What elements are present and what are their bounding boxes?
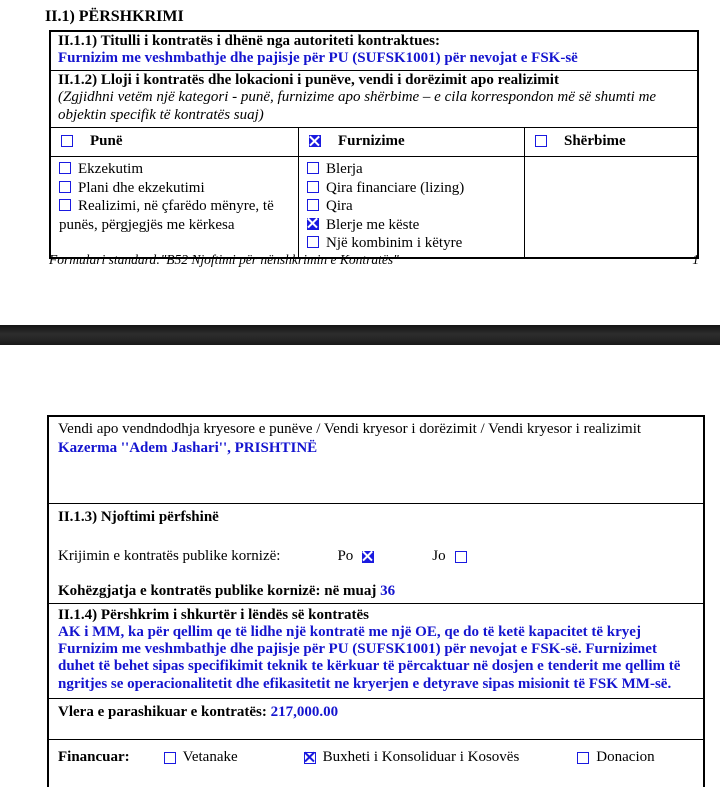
financing-label: Financuar: xyxy=(58,749,130,765)
financing-row xyxy=(58,749,694,766)
furnizime-checkbox[interactable] xyxy=(309,135,321,147)
financing-option-buxheti xyxy=(304,749,520,766)
financing-option-label: Donacion xyxy=(596,749,655,765)
notice-heading: II.1.3) Njoftimi përfshinë xyxy=(58,509,219,525)
option-realizimi xyxy=(59,197,292,234)
short-description-heading: II.1.4) Përshkrim i shkurtër i lëndës së kontratës xyxy=(58,607,369,623)
option-plani-dhe-ekzekutimi xyxy=(59,179,292,198)
location-section xyxy=(49,417,703,503)
page-footer xyxy=(49,252,699,268)
category-header-sherbime xyxy=(525,128,697,157)
footer-form-name: Formulari standard:"B52 Njoftimi për nënshkrimin e Kontratës" xyxy=(49,252,399,267)
description-line: AK i MM, ka për qellim qe të lidhe një kontratë me një OE, qe do të ketë kapacitet të kryej xyxy=(58,624,641,640)
option-label: Një kombinim i këtyre xyxy=(326,235,463,252)
category-column-pune xyxy=(51,128,298,257)
description-line: ngritjes se operacionalitetit dhe efikasitetit ne kryerjen e detyrave sipas misionit të FSK MM-së. xyxy=(58,675,672,692)
option-label: Plani dhe ekzekutimi xyxy=(78,179,205,196)
description-form-box xyxy=(49,30,699,259)
realizimi-checkbox[interactable] xyxy=(59,199,71,211)
category-header-label: Punë xyxy=(90,133,123,149)
framework-question-row xyxy=(58,548,694,565)
category-items-sherbime xyxy=(525,157,697,249)
framework-question-label: Krijimin e kontratës publike kornizë: xyxy=(58,548,281,564)
nje-kombinim-checkbox[interactable] xyxy=(307,236,319,248)
yes-label: Po xyxy=(337,548,354,564)
category-header-label: Shërbime xyxy=(564,133,626,149)
qira-checkbox[interactable] xyxy=(307,199,319,211)
option-qira-financiare xyxy=(307,179,518,198)
buxheti-checkbox[interactable] xyxy=(304,752,316,764)
contract-title-value: Furnizim me veshmbathje dhe pajisje për PU (SUFSK1001) për nevojat e FSK-së xyxy=(58,50,578,66)
yes-checkbox[interactable] xyxy=(362,551,374,563)
qira-financiare-checkbox[interactable] xyxy=(307,181,319,193)
no-label: Jo xyxy=(432,548,446,564)
financing-option-vetanake xyxy=(164,749,238,766)
vetanake-checkbox[interactable] xyxy=(164,752,176,764)
estimated-value-section xyxy=(49,698,703,739)
option-label: Blerja xyxy=(326,161,363,177)
description-line: duhet të behet sipas specifikimit teknik te kërkuar të përcaktuar në dosjen e tenderit me qellim të xyxy=(58,658,681,675)
page-break-separator xyxy=(0,325,720,345)
category-header-pune xyxy=(51,128,298,157)
contract-type-heading: II.1.2) Lloji i kontratës dhe lokacioni i punëve, vendi i dorëzimit apo realizimit xyxy=(58,72,559,88)
category-items-pune xyxy=(51,157,298,249)
section-title-pershkrimi: II.1) PËRSHKRIMI xyxy=(45,8,184,25)
contract-title-section xyxy=(51,32,697,70)
duration-value: 36 xyxy=(380,583,396,599)
notice-section xyxy=(49,503,703,603)
contract-details-box xyxy=(47,415,705,787)
option-label: Realizimi, në çfarëdo mënyre, të punës, përgjegjës me kërkesa xyxy=(59,198,274,233)
financing-option-label: Vetanake xyxy=(182,749,238,765)
financing-option-donacion xyxy=(577,749,654,766)
category-header-label: Furnizime xyxy=(338,133,405,149)
blerja-checkbox[interactable] xyxy=(307,162,319,174)
short-description-section xyxy=(49,603,703,698)
framework-yes-option xyxy=(337,548,374,565)
contract-type-section xyxy=(51,70,697,127)
option-label: Ekzekutim xyxy=(78,161,143,177)
framework-duration-row xyxy=(58,583,694,600)
option-qira xyxy=(307,197,518,216)
location-label: Vendi apo vendndodhja kryesore e punëve / Vendi kryesor i dorëzimit / Vendi kryesor i realizimit xyxy=(58,421,642,437)
duration-label: Kohëzgjatja e kontratës publike kornizë: në muaj xyxy=(58,583,377,599)
donacion-checkbox[interactable] xyxy=(577,752,589,764)
category-column-sherbime xyxy=(524,128,697,257)
blerje-me-keste-checkbox[interactable] xyxy=(307,218,319,230)
option-blerja xyxy=(307,160,518,179)
option-label: Qira xyxy=(326,198,353,215)
sherbime-checkbox[interactable] xyxy=(535,135,547,147)
option-nje-kombinim xyxy=(307,234,518,253)
option-ekzekutim xyxy=(59,160,292,179)
category-header-furnizime xyxy=(299,128,524,157)
category-items-furnizime xyxy=(299,157,524,257)
option-label: Qira financiare (lizing) xyxy=(326,179,465,196)
category-table xyxy=(51,127,697,257)
option-blerje-me-keste xyxy=(307,216,518,235)
footer-page-number: 1 xyxy=(692,252,699,267)
ekzekutim-checkbox[interactable] xyxy=(59,162,71,174)
financing-option-label: Buxheti i Konsoliduar i Kosovës xyxy=(322,749,520,765)
plani-checkbox[interactable] xyxy=(59,181,71,193)
description-line: Furnizim me veshmbathje dhe pajisje për PU (SUFSK1001) për nevojat e FSK-së. Furnizimet xyxy=(58,641,657,658)
framework-no-option xyxy=(432,548,466,565)
estimated-value-label: Vlera e parashikuar e kontratës: xyxy=(58,704,267,720)
financing-section xyxy=(49,739,703,787)
estimated-value-amount: 217,000.00 xyxy=(270,704,339,720)
no-checkbox[interactable] xyxy=(455,551,467,563)
contract-type-note: (Zgjidhni vetëm një kategori - punë, furnizime apo shërbime – e cila korrespondon më së shumti me objektin specifik të kontratës suaj) xyxy=(58,89,657,123)
option-label: Blerje me këste xyxy=(326,216,420,233)
pune-checkbox[interactable] xyxy=(61,135,73,147)
location-value: Kazerma ''Adem Jashari'', PRISHTINË xyxy=(58,439,318,456)
category-column-furnizime xyxy=(298,128,524,257)
contract-title-heading: II.1.1) Titulli i kontratës i dhënë nga autoriteti kontraktues: xyxy=(58,33,440,49)
